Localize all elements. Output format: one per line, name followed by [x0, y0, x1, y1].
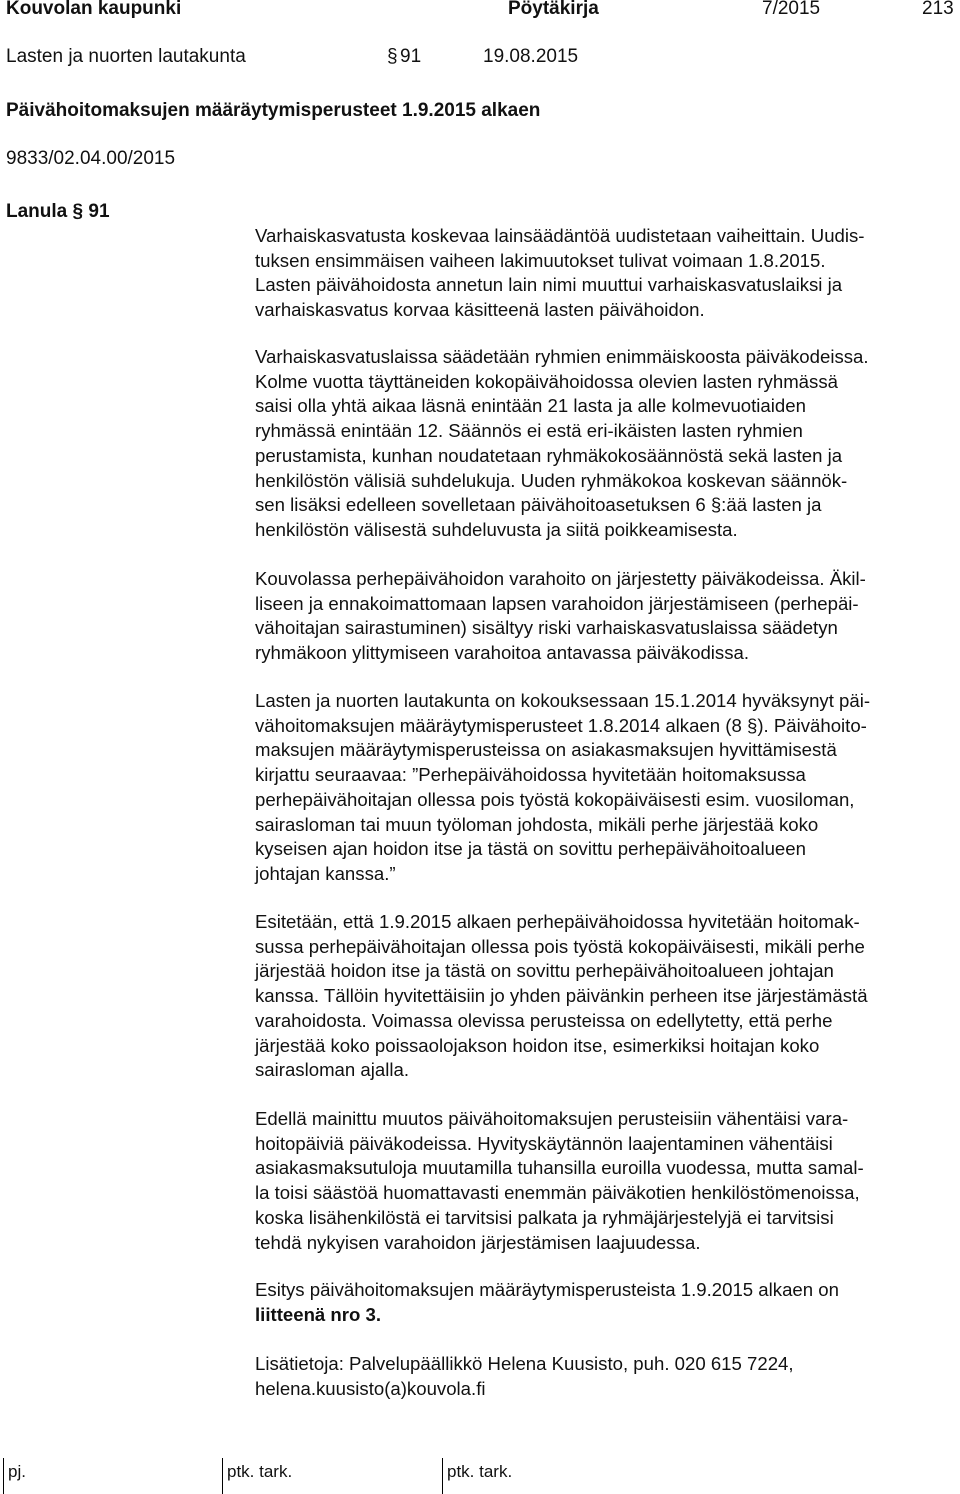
paragraph-group-size [255, 345, 955, 543]
text-line: henkilöstön välisestä suhdeluvusta ja siitä poikkeamisesta. [255, 518, 738, 540]
text-line: liseen ja ennakoimattomaan lapsen varahoidon järjestämiseen (perhepäi- [255, 592, 859, 614]
text-line: asiakasmaksutuloja muutamilla tuhansilla euroilla vuodessa, mutta samal- [255, 1157, 864, 1179]
attachment-reference: liitteenä nro 3. [255, 1303, 382, 1325]
text-line: la toisi säästöä huomattavasti enemmän päiväkotien henkilöstömenoissa, [255, 1182, 860, 1204]
document-number: 7/2015 [762, 0, 821, 19]
statement-number: 91 [88, 201, 110, 222]
footer-divider [3, 1458, 4, 1494]
text-line: ryhmäkoon ylittymiseen varahoitoa antavassa päiväkodissa. [255, 642, 750, 664]
text-line: tehdä nykyisen varahoidon järjestämisen laajuudessa. [255, 1231, 701, 1253]
text-line: kyseisen ajan hoidon itse ja tästä on sovittu perhepäivähoitoalueen [255, 838, 806, 860]
text-line: sairasloman tai muun työloman johdosta, mikäli perhe järjestää koko [255, 813, 819, 835]
paragraph-previous-decision [255, 689, 955, 887]
text-line: Lasten ja nuorten lautakunta on kokouksessaan 15.1.2014 hyväksynyt päi- [255, 690, 871, 711]
text-line: Lasten päivähoidosta annetun lain nimi muuttui varhaiskasvatuslaiksi ja [255, 274, 843, 296]
paragraph-legislation [255, 224, 955, 323]
meeting-date: 19.08.2015 [483, 46, 579, 67]
footer-ptk-tark-2: ptk. tark. [447, 1462, 513, 1481]
text-line: varhaiskasvatus korvaa käsitteenä lasten päivähoidon. [255, 299, 705, 321]
text-line: Varhaiskasvatusta koskevaa lainsäädäntöä uudistetaan vaiheittain. Uudis- [255, 225, 865, 246]
footer-divider [442, 1458, 443, 1494]
text-line: perhepäivähoitajan ollessa pois työstä kokopäiväisesti esim. vuosiloman, [255, 788, 855, 810]
text-line: Esitys päivähoitomaksujen määräytymisperusteista 1.9.2015 alkaen on [255, 1279, 839, 1300]
footer-divider [222, 1458, 223, 1494]
text-line: vähoitomaksujen määräytymisperusteet 1.8.2014 alkaen (8 §). Päivähoito- [255, 714, 867, 736]
text-line: saisi olla yhtä aikaa läsnä enintään 21 lasta ja alle kolmevuotiaiden [255, 395, 806, 417]
text-line: Kolme vuotta täyttäneiden kokopäivähoidossa olevien lasten ryhmässä [255, 370, 838, 392]
paragraph-contact [255, 1352, 955, 1401]
reference-number: 9833/02.04.00/2015 [6, 148, 176, 169]
paragraph-effects [255, 1107, 955, 1255]
contact-email: helena.kuusisto(a)kouvola.fi [255, 1377, 486, 1399]
statement-heading [6, 201, 110, 223]
contact-line: Lisätietoja: Palvelupäällikkö Helena Kuusisto, puh. 020 615 7224, [255, 1353, 794, 1374]
statement-symbol: § [72, 201, 84, 222]
section-number: 91 [400, 46, 422, 67]
text-line: sussa perhepäivähoitajan ollessa pois työstä kokopäiväisesti, mikäli perhe [255, 935, 865, 957]
text-line: sen lisäksi edelleen sovelletaan päivähoitoasetuksen 6 §:ää lasten ja [255, 494, 822, 516]
section-symbol: § [387, 46, 398, 67]
text-line: Varhaiskasvatuslaissa säädetään ryhmien enimmäiskoosta päiväkodeissa. [255, 346, 869, 367]
text-line: Edellä mainittu muutos päivähoitomaksujen perusteisiin vähentäisi vara- [255, 1108, 849, 1129]
text-line: maksujen määräytymisperusteissa on asiakasmaksujen hyvittämisestä [255, 739, 837, 761]
text-line: järjestää hoidon itse ja tästä on sovittu perhepäivähoitoalueen johtajan [255, 960, 834, 982]
text-line: sairasloman ajalla. [255, 1059, 409, 1081]
document-type: Pöytäkirja [508, 0, 599, 19]
footer-ptk-tark-1: ptk. tark. [227, 1462, 293, 1481]
text-line: perustamista, kunhan noudatetaan ryhmäkokosäännöstä sekä lasten ja [255, 444, 843, 466]
text-line: henkilöstön välisiä suhdelukuja. Uuden ryhmäkokoa koskevan säännök- [255, 469, 848, 491]
text-line: Esitetään, että 1.9.2015 alkaen perhepäivähoidossa hyvitetään hoitomak- [255, 911, 860, 932]
text-line: varahoidosta. Voimassa olevissa perusteissa on edellytetty, että perhe [255, 1009, 833, 1031]
text-line: kirjattu seuraavaa: ”Perhepäivähoidossa hyvitetään hoitomaksussa [255, 764, 806, 786]
text-line: hoitopäiviä päiväkodeissa. Hyvityskäytännön laajentaminen vähentäisi [255, 1132, 833, 1154]
text-line: Kouvolassa perhepäivähoidon varahoito on järjestetty päiväkodeissa. Äkil- [255, 568, 866, 589]
text-line: vähoitajan sairastuminen) sisältyy riski varhaiskasvatuslaissa säädetyn [255, 617, 838, 639]
committee-name: Lasten ja nuorten lautakunta [6, 46, 246, 67]
paragraph-attachment [255, 1278, 955, 1327]
text-line: koska lisähenkilöstä ei tarvitsisi palkata ja ryhmäjärjestelyjä ei tarvitsisi [255, 1206, 834, 1228]
statement-label: Lanula [6, 201, 68, 222]
organization-name: Kouvolan kaupunki [6, 0, 182, 19]
text-line: ryhmässä enintään 12. Säännös ei estä eri-ikäisten lasten ryhmien [255, 420, 803, 442]
text-line: tuksen ensimmäisen vaiheen lakimuutokset tulivat voimaan 1.8.2015. [255, 249, 826, 271]
text-line: järjestää koko poissaolojakson hoidon itse, esimerkiksi hoitajan koko [255, 1034, 820, 1056]
page-number: 213 [922, 0, 954, 19]
paragraph-backup-care [255, 567, 955, 666]
footer-pj: pj. [8, 1462, 26, 1481]
subject-title: Päivähoitomaksujen määräytymisperusteet 1.9.2015 alkaen [6, 100, 541, 121]
text-line: johtajan kanssa.” [255, 862, 396, 884]
text-line: kanssa. Tällöin hyvitettäisiin jo yhden päivänkin perheen itse järjestämästä [255, 985, 868, 1007]
paragraph-proposal [255, 910, 955, 1083]
